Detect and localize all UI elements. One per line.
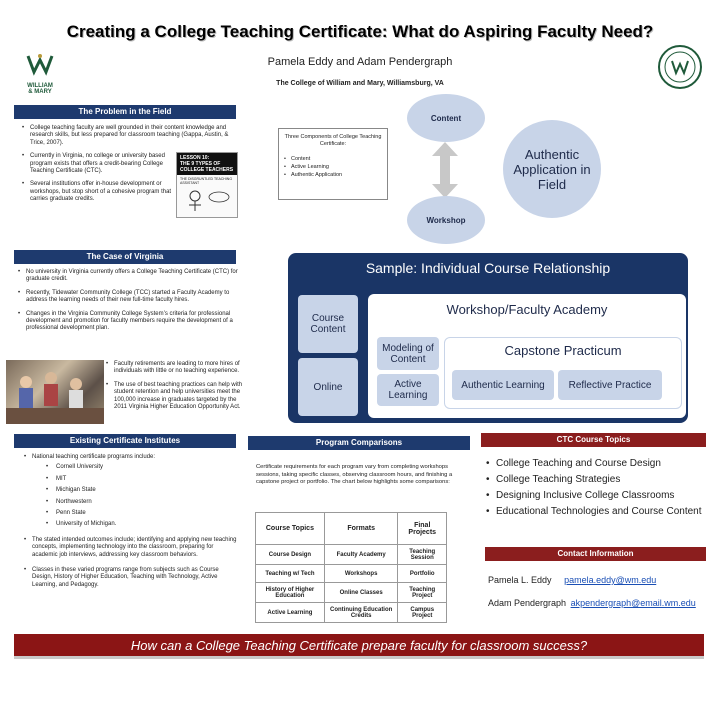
table-row [256, 545, 447, 565]
virginia-heading: The Case of Virginia [14, 250, 236, 264]
workshop-academy-title: Workshop/Faculty Academy [446, 302, 608, 317]
logo-text-2: & MARY [28, 89, 52, 95]
cartoon-figure-icon [177, 187, 237, 213]
institute-list [32, 464, 238, 528]
comparisons-heading: Program Comparisons [248, 436, 470, 450]
table-cell: Teaching Session [398, 545, 447, 565]
virginia-bullet: • Changes in the Virginia Community College System’s criteria for professional development and promotion for faculty members require the development of a professional development plan. [18, 311, 244, 333]
table-cell: Course Design [256, 545, 325, 565]
table-header: Final Projects [398, 513, 447, 545]
school-of-education-seal [657, 44, 703, 90]
table-cell: Continuing Education Credits [324, 603, 398, 623]
poster-affiliation: The College of William and Mary, Williamsburg, VA [276, 80, 444, 87]
modeling-box: Modeling of Content [377, 337, 439, 370]
table-cell: Campus Project [398, 603, 447, 623]
comparisons-table [255, 512, 447, 623]
seal-icon [657, 44, 703, 90]
component-item: • Authentic Application [284, 172, 382, 178]
table-cell: History of Higher Education [256, 583, 325, 603]
institute-item: • Penn State [46, 510, 238, 517]
capstone-title: Capstone Practicum [504, 343, 622, 358]
online-box: Online [298, 358, 358, 416]
virginia-side-bullet: • The use of best teaching practices can help with student retention and help universities meet the 100,000 increase in graduates targeted by the 2011 Virginia Higher Education Opportunity Act. [106, 382, 246, 412]
virginia-bullet: • Recently, Tidewater Community College (TCC) started a Faculty Academy to address the learning needs of their new full-time faculty hires. [18, 290, 244, 305]
reflective-practice-box: Reflective Practice [558, 370, 662, 400]
problem-bullet: • Currently in Virginia, no college or university based program exists that offers a credit-bearing College Teaching Certificate (CTC). [22, 153, 172, 175]
table-cell: Teaching Project [398, 583, 447, 603]
virginia-side-bullet: • Faculty retirements are leading to more hires of individuals with little or no teaching experience. [106, 361, 246, 376]
cartoon-line-1: LESSON 10: [180, 155, 210, 161]
problem-bullet: • Several institutions offer in-house development or workshops, but stop short of a cohesive program that carries graduate credits. [22, 181, 172, 203]
table-cell: Active Learning [256, 603, 325, 623]
problem-heading: The Problem in the Field [14, 105, 236, 119]
institute-item: • University of Michigan. [46, 521, 238, 528]
banner-shadow [14, 656, 704, 659]
existing-bullet: • The stated intended outcomes include; identifying and applying new teaching concepts, implementing technology into the classroom, preparing for academic job interviews, addressing key classroom behaviors. [24, 537, 238, 559]
table-header: Formats [324, 513, 398, 545]
classroom-photo [6, 360, 104, 424]
ctc-topic: • Educational Technologies and Course Content [486, 504, 706, 520]
problem-bullet: • College teaching faculty are well grounded in their content knowledge and research skills, but less prepared for classroom teaching (Gappa, Austin, & Trice, 2007). [22, 125, 232, 147]
ctc-topic: • Designing Inclusive College Classrooms [486, 488, 706, 504]
authentic-learning-box: Authentic Learning [452, 370, 554, 400]
contact-email-link[interactable]: pamela.eddy@wm.edu [564, 575, 657, 585]
components-box [278, 128, 388, 200]
cartoon-line-3: COLLEGE TEACHERS [180, 167, 234, 173]
table-row [256, 565, 447, 583]
existing-intro: National teaching certificate programs include: [32, 454, 156, 460]
cypher-icon [20, 52, 60, 78]
table-row [256, 603, 447, 623]
active-learning-box: Active Learning [377, 374, 439, 406]
virginia-list [18, 269, 244, 339]
contact-name: Adam Pendergraph [488, 598, 567, 608]
table-cell: Portfolio [398, 565, 447, 583]
cartoon-caption: THE DISGRUNTLED TEACHING ASSISTANT [180, 177, 233, 185]
component-item: • Content [284, 156, 382, 162]
comparisons-description: Certificate requirements for each program vary from completing workshops sessions, taking specific classes, observing classroom hours, and finishing a capstone project or portfolio. The chart below highlights some comparisons: [256, 464, 453, 486]
existing-bullet: • Classes in these varied programs range from subjects such as Course Design, History of Higher Education, Teaching with Technology, Active Learning, and Pedagogy. [24, 567, 238, 589]
sample-title: Sample: Individual Course Relationship [365, 260, 611, 276]
table-header: Course Topics [256, 513, 325, 545]
table-cell: Faculty Academy [324, 545, 398, 565]
ctc-topic: • College Teaching and Course Design [486, 456, 706, 472]
william-mary-logo [20, 52, 60, 95]
poster-authors: Pamela Eddy and Adam Pendergraph [267, 56, 453, 68]
components-heading: Three Components of College Teaching Certificate: [284, 134, 382, 147]
institute-item: • Northwestern [46, 499, 238, 506]
institute-item: • Michigan State [46, 487, 238, 494]
virginia-side-list [106, 361, 246, 417]
contact-email-link[interactable]: akpendergraph@email.wm.edu [570, 598, 696, 608]
cartoon-label [177, 153, 237, 175]
logo-text-1: WILLIAM [27, 83, 53, 89]
contact-row [488, 598, 696, 608]
table-cell: Teaching w/ Tech [256, 565, 325, 583]
ctc-topics [486, 456, 706, 520]
existing-list [24, 454, 238, 595]
cartoon-line-2: THE 9 TYPES OF [180, 161, 221, 167]
table-row [256, 583, 447, 603]
table-cell: Workshops [324, 565, 398, 583]
content-circle: Content [407, 94, 485, 142]
cartoon-image [176, 152, 238, 218]
component-item: • Active Learning [284, 164, 382, 170]
ctc-heading: CTC Course Topics [481, 433, 706, 447]
virginia-bullet: • No university in Virginia currently offers a College Teaching Certificate (CTC) for graduate credit. [18, 269, 244, 284]
question-banner: How can a College Teaching Certificate prepare faculty for classroom success? [14, 634, 704, 658]
contact-row [488, 575, 656, 585]
workshop-circle: Workshop [407, 196, 485, 244]
contact-name: Pamela L. Eddy [488, 575, 552, 585]
institute-item: • Cornell University [46, 464, 238, 471]
existing-bullet [24, 454, 238, 529]
institute-item: • MIT [46, 476, 238, 483]
contact-heading: Contact Information [485, 547, 706, 561]
existing-heading: Existing Certificate Institutes [14, 434, 236, 448]
people-photo-icon [6, 360, 104, 424]
authentic-application-circle: Authentic Application in Field [503, 120, 601, 218]
ctc-topic: • College Teaching Strategies [486, 472, 706, 488]
poster-title: Creating a College Teaching Certificate: What do Aspiring Faculty Need? [66, 22, 654, 41]
table-cell: Online Classes [324, 583, 398, 603]
course-content-box: Course Content [298, 295, 358, 353]
double-arrow-icon [430, 142, 460, 198]
